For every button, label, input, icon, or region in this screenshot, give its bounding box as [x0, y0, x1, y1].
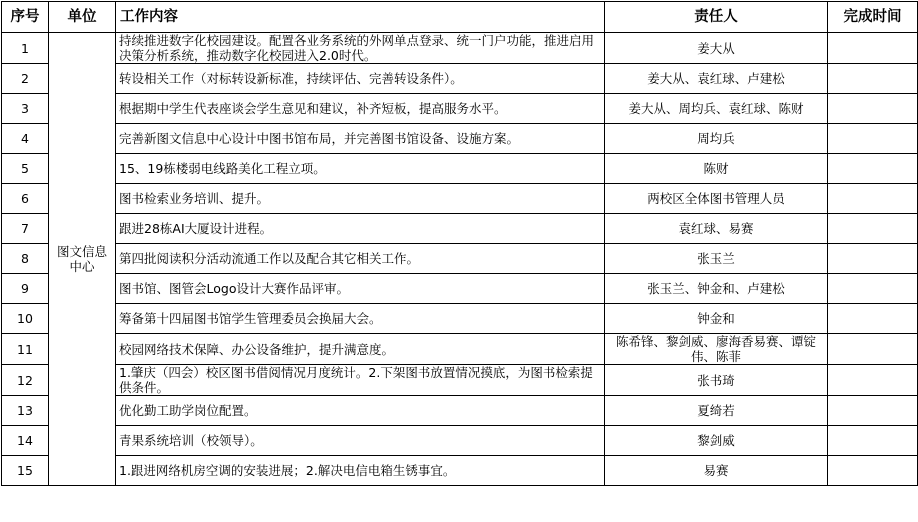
- row-number: 2: [2, 64, 49, 94]
- completion-time: [828, 334, 918, 365]
- table-row: [2, 365, 918, 396]
- row-number: 7: [2, 214, 49, 244]
- completion-time: [828, 365, 918, 396]
- work-content: 图书馆、图管会Logo设计大赛作品评审。: [116, 274, 605, 304]
- responsible-person: 易赛: [605, 456, 828, 486]
- completion-time: [828, 244, 918, 274]
- row-number: 15: [2, 456, 49, 486]
- work-content: 优化勤工助学岗位配置。: [116, 396, 605, 426]
- table-row: [2, 184, 918, 214]
- work-plan-table: [1, 1, 918, 486]
- completion-time: [828, 154, 918, 184]
- table-row: [2, 124, 918, 154]
- table-row: [2, 334, 918, 365]
- table-row: [2, 94, 918, 124]
- work-content: 校园网络技术保障、办公设备维护，提升满意度。: [116, 334, 605, 365]
- header-content: 工作内容: [116, 2, 605, 33]
- responsible-person: 张玉兰: [605, 244, 828, 274]
- row-number: 5: [2, 154, 49, 184]
- responsible-person: 张玉兰、钟金和、卢建松: [605, 274, 828, 304]
- work-content: 完善新图文信息中心设计中图书馆布局，并完善图书馆设备、设施方案。: [116, 124, 605, 154]
- responsible-person: 两校区全体图书管理人员: [605, 184, 828, 214]
- completion-time: [828, 274, 918, 304]
- row-number: 1: [2, 33, 49, 64]
- work-content: 15、19栋楼弱电线路美化工程立项。: [116, 154, 605, 184]
- completion-time: [828, 94, 918, 124]
- row-number: 11: [2, 334, 49, 365]
- table-row: [2, 154, 918, 184]
- header-responsible: 责任人: [605, 2, 828, 33]
- completion-time: [828, 426, 918, 456]
- row-number: 4: [2, 124, 49, 154]
- table-row: [2, 396, 918, 426]
- row-number: 6: [2, 184, 49, 214]
- work-content: 图书检索业务培训、提升。: [116, 184, 605, 214]
- row-number: 13: [2, 396, 49, 426]
- responsible-person: 姜大从、袁红球、卢建松: [605, 64, 828, 94]
- work-content: 根据期中学生代表座谈会学生意见和建议，补齐短板，提高服务水平。: [116, 94, 605, 124]
- row-number: 14: [2, 426, 49, 456]
- header-row: [2, 2, 918, 33]
- table-row: [2, 64, 918, 94]
- responsible-person: 陈财: [605, 154, 828, 184]
- work-content: 跟进28栋AI大厦设计进程。: [116, 214, 605, 244]
- unit-name: 图文信息中心: [49, 33, 116, 486]
- work-content: 1.跟进网络机房空调的安装进展；2.解决电信电箱生锈事宜。: [116, 456, 605, 486]
- responsible-person: 张书琦: [605, 365, 828, 396]
- completion-time: [828, 214, 918, 244]
- completion-time: [828, 456, 918, 486]
- row-number: 3: [2, 94, 49, 124]
- table-row: [2, 304, 918, 334]
- table-row: [2, 214, 918, 244]
- work-content: 持续推进数字化校园建设。配置各业务系统的外网单点登录、统一门户功能，推进启用决策分析系统，推动数字化校园进入2.0时代。: [116, 33, 605, 64]
- work-content: 1.肇庆（四会）校区图书借阅情况月度统计。2.下架图书放置情况摸底，为图书检索提供条件。: [116, 365, 605, 396]
- completion-time: [828, 396, 918, 426]
- row-number: 8: [2, 244, 49, 274]
- responsible-person: 姜大从、周均兵、袁红球、陈财: [605, 94, 828, 124]
- work-content: 筹备第十四届图书馆学生管理委员会换届大会。: [116, 304, 605, 334]
- row-number: 9: [2, 274, 49, 304]
- row-number: 12: [2, 365, 49, 396]
- completion-time: [828, 124, 918, 154]
- responsible-person: 黎剑威: [605, 426, 828, 456]
- row-number: 10: [2, 304, 49, 334]
- table-row: [2, 456, 918, 486]
- work-content: 青果系统培训（校领导）。: [116, 426, 605, 456]
- completion-time: [828, 33, 918, 64]
- table-row: [2, 426, 918, 456]
- table-row: [2, 33, 918, 64]
- completion-time: [828, 64, 918, 94]
- responsible-person: 钟金和: [605, 304, 828, 334]
- completion-time: [828, 184, 918, 214]
- header-num: 序号: [2, 2, 49, 33]
- table-row: [2, 244, 918, 274]
- table-body: [2, 33, 918, 486]
- header-completion: 完成时间: [828, 2, 918, 33]
- responsible-person: 姜大从: [605, 33, 828, 64]
- header-unit: 单位: [49, 2, 116, 33]
- table-row: [2, 274, 918, 304]
- responsible-person: 周均兵: [605, 124, 828, 154]
- responsible-person: 陈希锋、黎剑威、廖海香易赛、谭锭伟、陈菲: [605, 334, 828, 365]
- work-content: 转设相关工作（对标转设新标准，持续评估、完善转设条件）。: [116, 64, 605, 94]
- responsible-person: 袁红球、易赛: [605, 214, 828, 244]
- completion-time: [828, 304, 918, 334]
- work-content: 第四批阅读积分活动流通工作以及配合其它相关工作。: [116, 244, 605, 274]
- responsible-person: 夏绮若: [605, 396, 828, 426]
